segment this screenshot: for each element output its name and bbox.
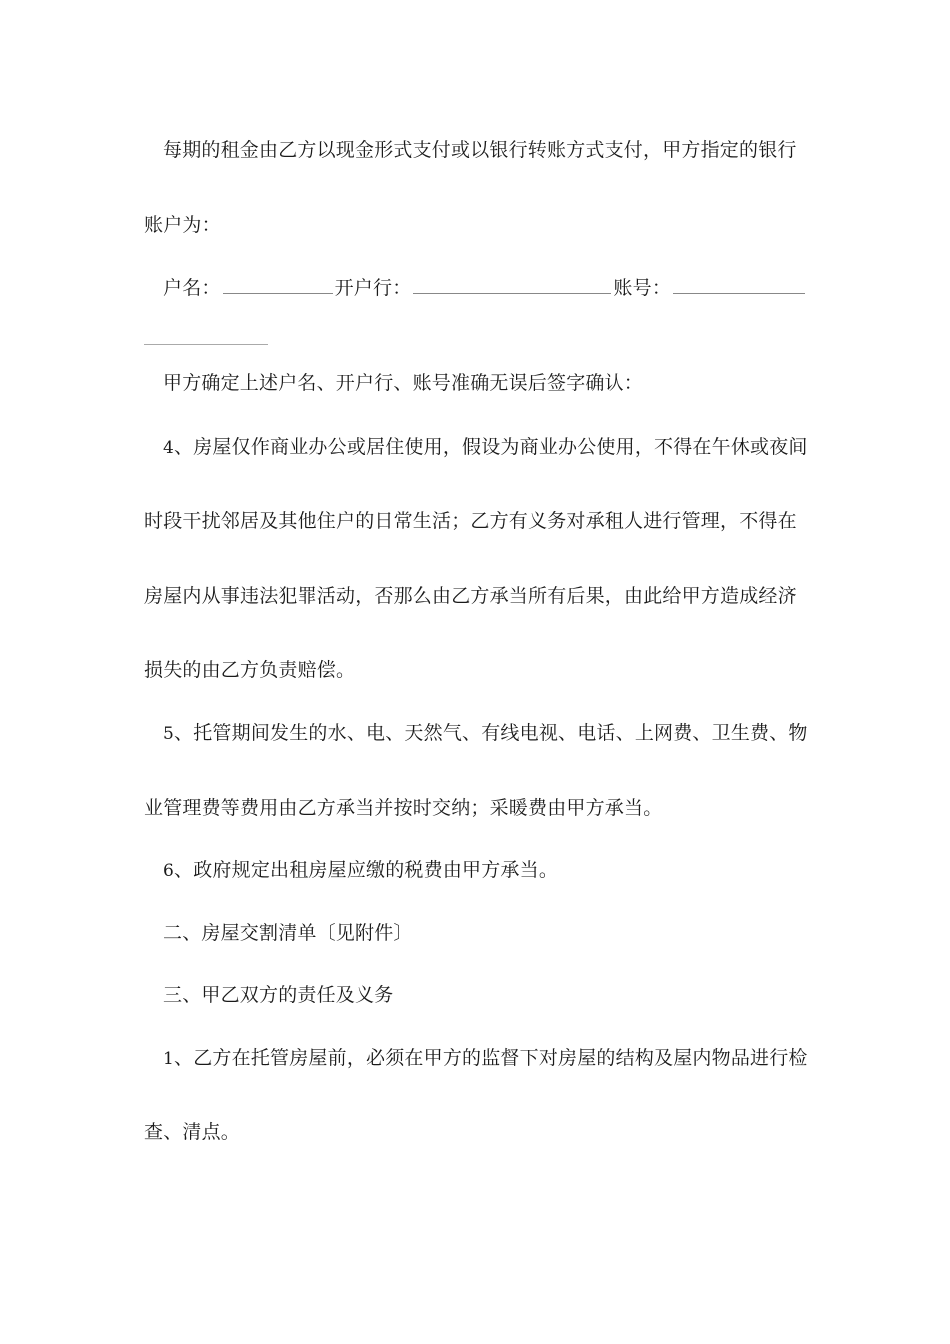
account-name-blank	[223, 275, 333, 294]
section3-heading: 三、甲乙双方的责任及义务	[163, 984, 394, 1006]
item5-text: 、托管期间发生的水、电、天然气、有线电视、电话、上网费、卫生费、物	[174, 722, 808, 744]
account-info-line	[163, 275, 807, 301]
item4-text: 、房屋仅作商业办公或居住使用，假设为商业办公使用，不得在午休或夜间	[174, 436, 808, 458]
item4-number: 4	[163, 438, 175, 458]
confirm-line: 甲方确定上述户名、开户行、账号准确无误后签字确认：	[163, 372, 644, 394]
item6-number: 6	[163, 861, 175, 881]
account-no-blank	[673, 275, 805, 294]
item5-line1	[163, 720, 808, 747]
paragraph-payment-line1: 每期的租金由乙方以现金形式支付或以银行转账方式支付，甲方指定的银行	[163, 139, 797, 161]
s3-item1-number: 1	[163, 1049, 175, 1069]
account-no-label: 账号：	[613, 277, 672, 299]
s3-item1-line1	[163, 1045, 808, 1072]
item4-line1	[163, 434, 808, 461]
s3-item1-line2: 查、清点。	[144, 1121, 241, 1143]
s3-item1-text: 、乙方在托管房屋前，必须在甲方的监督下对房屋的结构及屋内物品进行检	[174, 1047, 808, 1069]
section2-heading: 二、房屋交割清单〔见附件〕	[163, 922, 413, 944]
item4-line2: 时段干扰邻居及其他住户的日常生活；乙方有义务对承租人进行管理，不得在	[144, 510, 797, 532]
item4-line4: 损失的由乙方负责赔偿。	[144, 659, 356, 681]
item4-line3: 房屋内从事违法犯罪活动，否那么由乙方承当所有后果，由此给甲方造成经济	[144, 585, 797, 607]
item6-line1	[163, 857, 558, 884]
account-name-label: 户名：	[163, 277, 221, 299]
account-no-blank-continued	[144, 344, 268, 345]
item5-number: 5	[163, 724, 175, 744]
item5-line2: 业管理费等费用由乙方承当并按时交纳；采暖费由甲方承当。	[144, 797, 663, 819]
bank-blank	[413, 275, 611, 294]
paragraph-payment-line2: 账户为：	[144, 214, 221, 236]
item6-text: 、政府规定出租房屋应缴的税费由甲方承当。	[174, 859, 559, 881]
bank-label: 开户行：	[334, 277, 412, 299]
